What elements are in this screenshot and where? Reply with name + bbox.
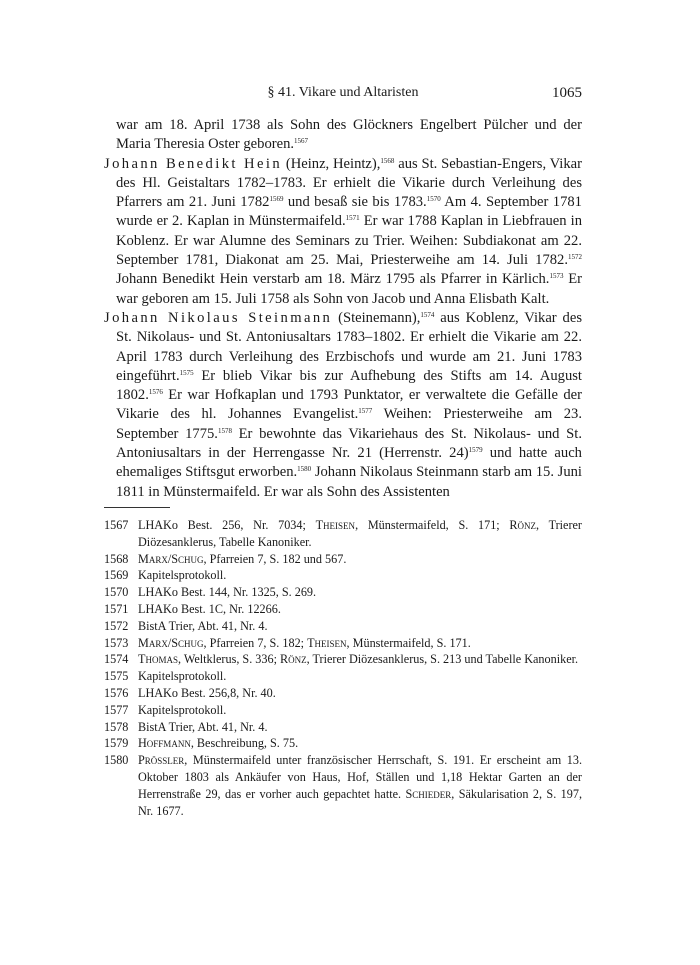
footnote-ref[interactable]: 1570 bbox=[426, 195, 441, 204]
footnote-ref[interactable]: 1579 bbox=[468, 446, 483, 455]
page-number: 1065 bbox=[552, 85, 582, 101]
footnote-1568: 1568 Marx/Schug, Pfarreien 7, S. 182 und 567. bbox=[104, 551, 347, 566]
footnote-1573: 1573 Marx/Schug, Pfarreien 7, S. 182; Theisen, Münstermaifeld, S. 171. bbox=[104, 635, 471, 650]
footnote-ref[interactable]: 1568 bbox=[380, 156, 395, 165]
footnote-ref[interactable]: 1578 bbox=[217, 426, 232, 435]
footnote-1569: 1569 Kapitelsprotokoll. bbox=[104, 568, 227, 583]
footnote-ref[interactable]: 1580 bbox=[297, 465, 312, 474]
paragraph-continuation: war am 18. April 1738 als Sohn des Glöckners Engelbert Pülcher und der Maria Theresia Oster geboren.$^{1567}$ bbox=[116, 117, 582, 153]
footnote-1575: 1575 Kapitelsprotokoll. bbox=[104, 669, 227, 684]
footnote-1574: 1574 Thomas, Weltklerus, S. 336; Rönz, Trierer Diözesanklerus, S. 213 und Tabelle Kanoniker. bbox=[104, 652, 579, 667]
main-text bbox=[104, 116, 582, 502]
footnote-1567: 1567 LHAKo Best. 256, Nr. 7034; Theisen, Münstermaifeld, S. 171; Rönz, Trierer Diözesanklerus, Tabelle Kanoniker. bbox=[104, 518, 582, 549]
footnote-1579: 1579 Hoffmann, Beschreibung, S. 75. bbox=[104, 736, 299, 751]
footnote-1580: 1580 Prössler, Münstermaifeld unter französischer Herrschaft, S. 191. Er erscheint am 13. Oktober 1803 als Ankäufer von Haus, Hof, Ställen und 1,18 Hektar Garten an der Herrenstraße 29, das er vorher auch gepachtet hatte. Schieder, Säkularisation 2, S. 197, Nr. 1677. bbox=[104, 753, 582, 818]
footnote-1572: 1572 BistA Trier, Abt. 41, Nr. 4. bbox=[104, 618, 268, 633]
person-name: Johann Benedikt Hein bbox=[104, 155, 283, 172]
footnote-ref[interactable]: 1572 bbox=[568, 253, 582, 262]
running-header bbox=[104, 85, 582, 105]
footnote-ref[interactable]: 1577 bbox=[358, 407, 373, 416]
footnote-ref[interactable]: 1571 bbox=[345, 214, 360, 223]
footnote-ref[interactable]: 1574 bbox=[420, 310, 435, 319]
footnote-ref[interactable]: 1576 bbox=[148, 388, 163, 397]
footnote-1576: 1576 LHAKo Best. 256,8, Nr. 40. bbox=[104, 685, 276, 700]
person-name: Johann Nikolaus Steinmann bbox=[104, 309, 333, 326]
footnote-1570: 1570 LHAKo Best. 144, Nr. 1325, S. 269. bbox=[104, 585, 317, 600]
footnote-ref[interactable]: 1575 bbox=[179, 368, 194, 377]
entry-hein: Johann Benedikt Hein (Heinz, Heintz),$^{1568}$ aus St. Sebastian-Engers, Vikar des Hl. Geistaltars 1782–1783. Er erhielt die Vikarie durch Verleihung des Pfarrers am 21. Juni $1782^{1569}$ und besaß sie bis 1783.$^{1570}$ Am 4. September 1781 wurde er 2. Kaplan in Münstermaifeld.$^{1571}$ Er war 1788 Kaplan in Liebfrauen in Koblenz. Er war Alumne des Seminars zu Trier. Weihen: Subdiakonat am 22. September 1781, Diakonat am 25. Mai, Priesterweihe am 14. Juli 1782.$^{1572}$ Johann Benedikt Hein verstarb am 18. März 1795 als Pfarrer in Kärlich.$^{1573}$ Er war geboren am 15. Juli 1758 als Sohn von Jacob und Anna Elisbath Kalt. bbox=[104, 155, 582, 307]
footnote-ref[interactable]: 1569 bbox=[269, 195, 284, 204]
section-title: § 41. Vikare und Altaristen bbox=[267, 85, 419, 100]
footnote-divider bbox=[104, 507, 170, 508]
entry-steinmann: Johann Nikolaus Steinmann (Steinemann),$^{1574}$ aus Koblenz, Vikar des St. Nikolaus- und St. Antoniusaltars 1783–1802. Er erhielt die Vikarie am 22. April 1783 durch Verleihung des Erzbischofs und wurde am 21. Juni 1783 eingeführt.$^{1575}$ Er blieb Vikar bis zur Aufhebung des Stifts am 14. August 1802.$^{1576}$ Er war Hofkaplan und 1793 Punktator, er verwaltete die Gefälle der Vikarie des hl. Johannes Evangelist.$^{1577}$ Weihen: Priesterweihe am 23. September 1775.$^{1578}$ Er bewohnte das Vikariehaus des St. Nikolaus- und St. Antoniusaltars in der Herrengasse Nr. 21 (Herrenstr. 24)$^{1579}$ und hatte auch ehemaliges Stiftsgut erworben.$^{1580}$ Johann Nikolaus Steinmann starb am 15. Juni 1811 in Münstermaifeld. Er war als Sohn des Assistenten bbox=[104, 309, 582, 500]
footnote-1578: 1578 BistA Trier, Abt. 41, Nr. 4. bbox=[104, 719, 268, 734]
footnote-1577: 1577 Kapitelsprotokoll. bbox=[104, 702, 227, 717]
footnote-ref[interactable]: 1567 bbox=[294, 137, 309, 146]
footnote-ref[interactable]: 1573 bbox=[549, 272, 564, 281]
footnote-1571: 1571 LHAKo Best. 1C, Nr. 12266. bbox=[104, 601, 281, 616]
footnotes bbox=[104, 517, 582, 819]
